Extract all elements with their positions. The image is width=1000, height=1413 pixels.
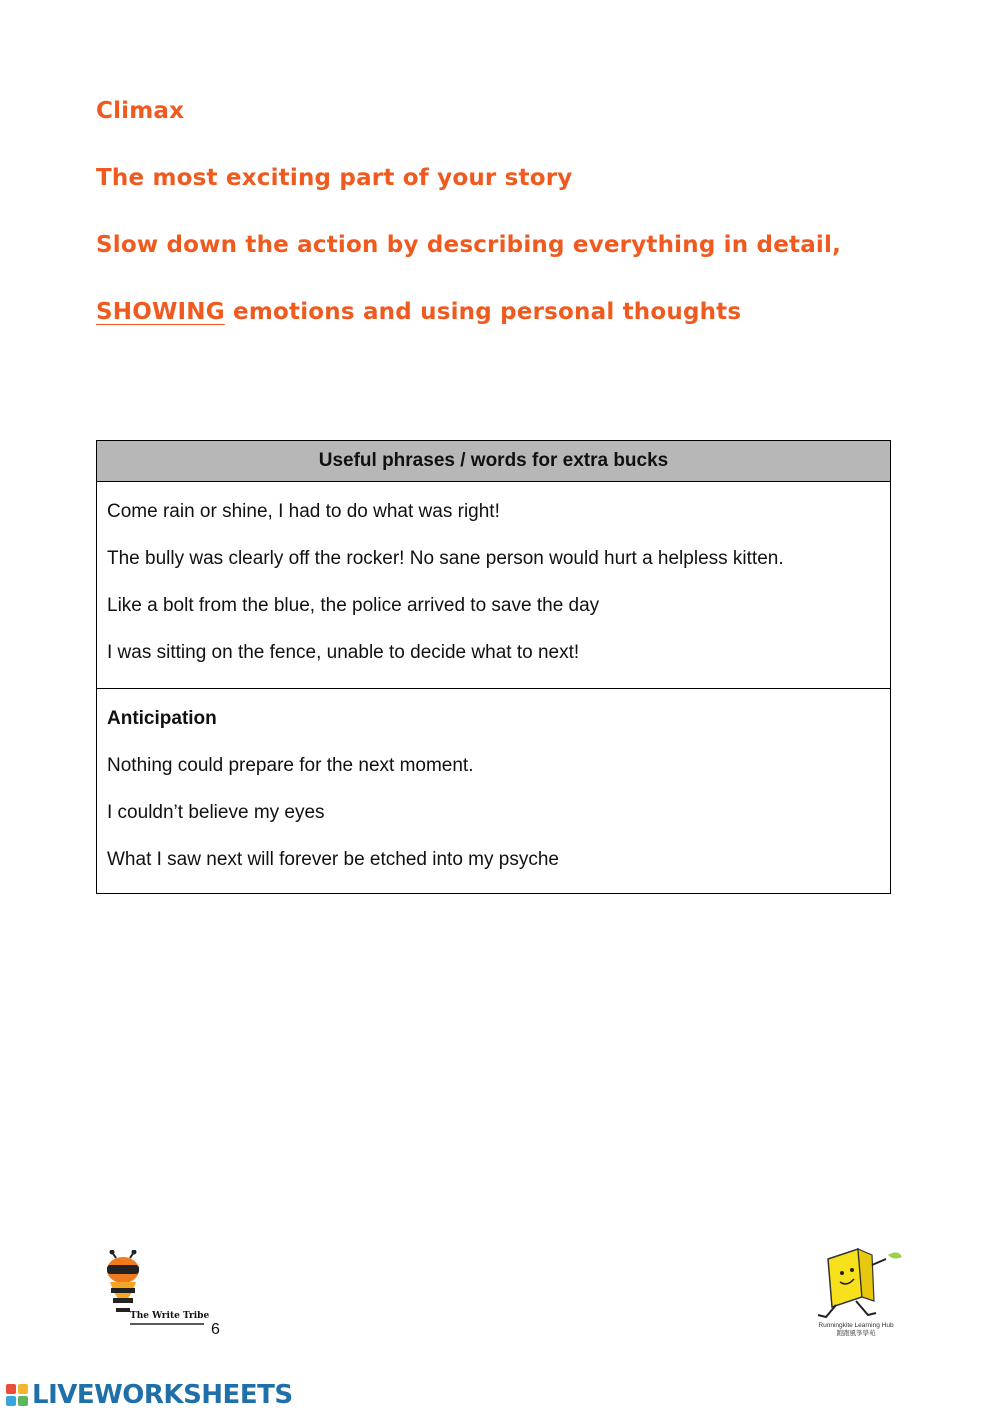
- page-number: 6: [211, 1321, 220, 1338]
- running-book-logo: [810, 1245, 905, 1325]
- liveworksheets-watermark: [6, 1380, 293, 1410]
- runningkite-caption: [814, 1322, 898, 1338]
- showing-word: SHOWING: [96, 299, 225, 325]
- liveworksheets-text: LIVEWORKSHEETS: [32, 1380, 293, 1410]
- runningkite-name-cn: 跑跑風箏學苑: [836, 1330, 876, 1337]
- showing-rest: emotions and using personal thoughts: [233, 299, 742, 325]
- phrase-line: What I saw next will forever be etched into my psyche: [107, 849, 559, 870]
- phrase-line: I was sitting on the fence, unable to decide what to next!: [107, 642, 580, 663]
- phrase-line: Nothing could prepare for the next moment.: [107, 755, 474, 776]
- table-header: Useful phrases / words for extra bucks: [97, 441, 891, 482]
- runningkite-name: Runningkite Learning Hub: [818, 1322, 894, 1329]
- subtitle-exciting-part: The most exciting part of your story: [96, 165, 573, 191]
- anticipation-title: Anticipation: [107, 708, 217, 729]
- phrase-line: The bully was clearly off the rocker! No sane person would hurt a helpless kitten.: [107, 548, 784, 569]
- phrase-line: Come rain or shine, I had to do what was right!: [107, 501, 500, 522]
- phrase-line: Like a bolt from the blue, the police arrived to save the day: [107, 595, 600, 616]
- idioms-cell: [97, 482, 891, 689]
- instruction-slow-down: Slow down the action by describing everything in detail,: [96, 232, 842, 258]
- write-tribe-caption: The Write Tribe: [130, 1311, 210, 1321]
- liveworksheets-logo-icon: [6, 1384, 28, 1406]
- phrases-table: [96, 440, 891, 894]
- anticipation-cell: [97, 689, 891, 894]
- instruction-showing: [96, 299, 741, 325]
- phrase-line: I couldn’t believe my eyes: [107, 802, 325, 823]
- title-climax: Climax: [96, 98, 185, 124]
